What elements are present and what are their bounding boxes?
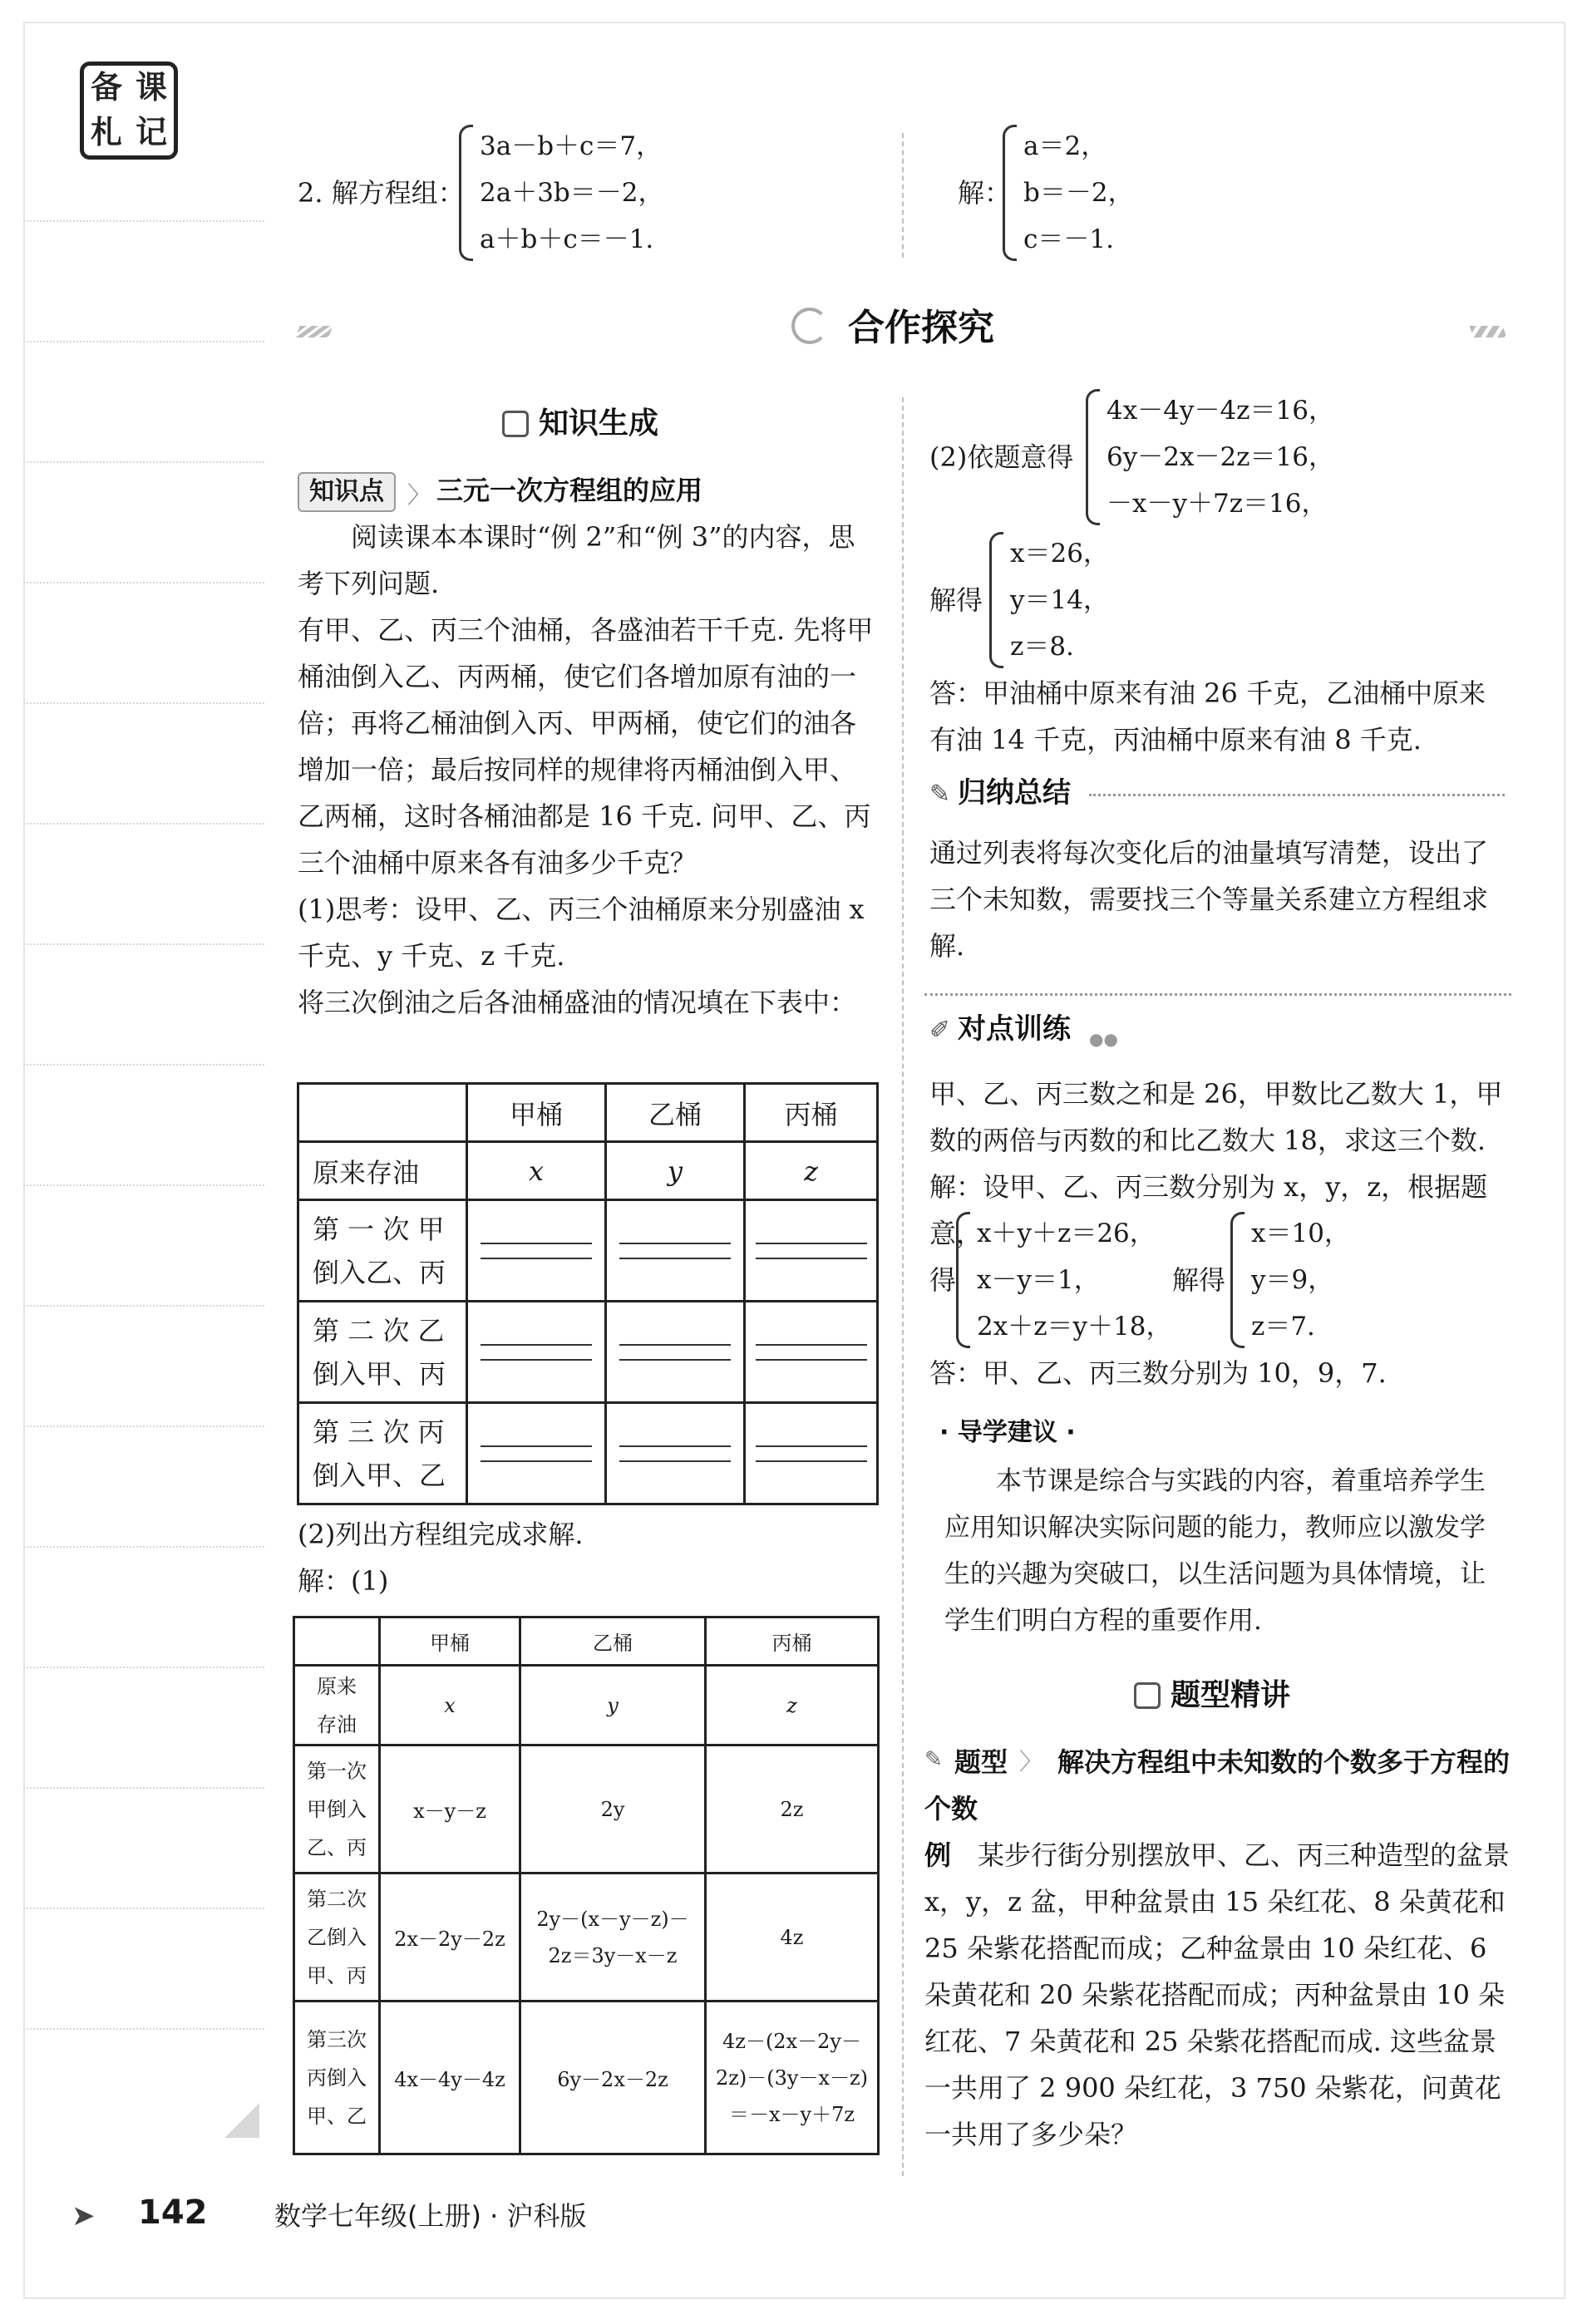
equation: x＝10，: [1251, 1219, 1350, 1248]
equation: 6y－2x－2z＝16，: [1107, 442, 1334, 472]
row-label-line: 第 三 次 丙: [313, 1416, 445, 1448]
title-decoration: [1469, 326, 1506, 337]
table-cell: 2z: [706, 1745, 879, 1873]
practice-answer: 答：甲、乙、丙三数分别为 10，9，7.: [929, 1357, 1387, 1389]
column-divider: [902, 397, 904, 2176]
row-label-line: 丙倒入: [307, 2066, 367, 2090]
solution-table: [293, 1616, 880, 2155]
type-subhead: 题型精讲: [1171, 1678, 1291, 1712]
fill-in-table: [297, 1082, 879, 1505]
page-number: 142: [138, 2194, 208, 2232]
edit-icon: ✐: [929, 1016, 951, 1045]
equation: y＝9，: [1251, 1265, 1334, 1295]
table-header: 乙桶: [606, 1084, 745, 1142]
dots-decoration: ●●: [1089, 1029, 1118, 1049]
practice-question: 甲、乙、丙三数之和是 26，甲数比乙数大 1，甲数的两倍与丙数的和比乙数大 18，求这三个数.: [929, 1078, 1503, 1156]
row-label-line: 第 二 次 乙: [313, 1314, 445, 1347]
fill-blank-cell[interactable]: [745, 1302, 878, 1403]
summary-head: 归纳总结: [958, 776, 1071, 810]
fill-blank-cell[interactable]: [606, 1200, 745, 1302]
table-cell: 6y－2x－2z: [520, 2001, 706, 2154]
table-cell: 2x－2y－2z: [380, 1873, 520, 2001]
table-cell: z: [745, 1142, 878, 1200]
summary-text: 通过列表将每次变化后的油量填写清楚，设出了三个未知数，需要找三个等量关系建立方程组求解.: [929, 837, 1489, 962]
table-cell: y: [520, 1666, 706, 1745]
row-label-line: 甲、乙: [307, 2104, 367, 2128]
knowledge-point-tag: 知识点: [298, 472, 396, 512]
equation: x＝26，: [1010, 539, 1109, 569]
table-cell: 4z: [706, 1873, 879, 2001]
row-label-line: 第二次: [307, 1887, 367, 1911]
equation: c＝－1.: [1023, 224, 1114, 254]
row-label: [294, 1873, 380, 2001]
table-header-corner: [298, 1084, 467, 1142]
guide-head: · 导学建议 ·: [939, 1418, 1076, 1447]
jie-label: 解得: [1172, 1264, 1226, 1296]
row-label-line: 乙倒入: [307, 1925, 367, 1949]
practice-answer-system: [1230, 1210, 1350, 1350]
summary-dotted-rule: [1089, 794, 1505, 796]
table-cell: z: [706, 1666, 879, 1745]
chevron-right-icon: 〉: [1019, 1748, 1043, 1775]
seal-char: 札: [90, 114, 122, 150]
column-divider: [902, 133, 904, 258]
corner-decoration: [224, 2103, 259, 2138]
row-label: 原来存油: [298, 1142, 467, 1200]
intro-paragraph: 阅读课本本课时“例 2”和“例 3”的内容，思考下列问题.: [298, 521, 855, 599]
table-header: 丙桶: [706, 1617, 879, 1666]
row-label-line: 存油: [317, 1712, 357, 1736]
section-title: 合作探究: [848, 307, 994, 349]
table-header: 乙桶: [520, 1617, 706, 1666]
solve-system: [989, 530, 1109, 670]
solution-label: 解：(1): [298, 1565, 389, 1597]
chevron-right-icon: 〉: [407, 481, 431, 509]
row-label-line: 乙、丙: [307, 1835, 367, 1859]
answer-paragraph: 答：甲油桶中原来有油 26 千克，乙油桶中原来有油 14 千克，丙油桶中原来有油 8 千克.: [929, 677, 1486, 756]
answer2-label: 解：: [958, 177, 1012, 209]
practice-system: [956, 1210, 1172, 1350]
row-label-line: 原来: [317, 1674, 357, 1698]
fill-blank-cell[interactable]: [745, 1403, 878, 1504]
table-header-corner: [294, 1617, 380, 1666]
problem-paragraph: 有甲、乙、丙三个油桶，各盛油若干千克. 先将甲桶油倒入乙、丙两桶，使它们各增加原有油的一倍；再将乙桶油倒入丙、甲两桶，使它们的油各增加一倍；最后按同样的规律将丙桶油倒入甲、乙两桶，这时各桶油都是 16 千克. 问甲、乙、丙三个油桶中原来各有油多少千克？: [298, 614, 874, 879]
part2-system: [1086, 387, 1334, 527]
practice-head: 对点训练: [958, 1012, 1071, 1046]
title-decoration: [295, 326, 333, 337]
notes-seal-logo: [80, 62, 178, 160]
equation: 2x＋z＝y＋18，: [977, 1312, 1172, 1342]
row-label: [294, 2001, 380, 2154]
problem2-label: 2. 解方程组：: [298, 177, 465, 209]
equation: b＝－2，: [1023, 178, 1134, 208]
row-label-line: 甲倒入: [307, 1797, 367, 1821]
answer2-system: [1003, 123, 1134, 263]
row-label-line: 第三次: [307, 2027, 367, 2051]
problem2-system: [459, 123, 664, 263]
table-cell: x: [467, 1142, 606, 1200]
document-icon: [1134, 1682, 1161, 1709]
part2-label: (2)依题意得: [929, 441, 1074, 473]
type-tag: 题型: [954, 1746, 1008, 1778]
fill-blank-cell[interactable]: [745, 1200, 878, 1302]
practice-solution: 解：设甲、乙、丙三数分别为 x，y，z，根据题意，: [929, 1171, 1488, 1249]
row-label: [298, 1403, 467, 1504]
equation: a＝2，: [1023, 131, 1107, 161]
row-label-line: 倒入甲、乙: [313, 1459, 446, 1491]
fill-blank-cell[interactable]: [606, 1302, 745, 1403]
equation: a＋b＋c＝－1.: [480, 224, 654, 254]
de-label: 得: [929, 1264, 957, 1296]
table-cell: x－y－z: [380, 1745, 520, 1873]
equation: y＝14，: [1010, 585, 1109, 615]
question-1-table-instruction: 将三次倒油之后各油桶盛油的情况填在下表中：: [298, 987, 857, 1018]
fill-blank-cell[interactable]: [467, 1403, 606, 1504]
row-label-line: 第一次: [307, 1759, 367, 1783]
table-cell: y: [606, 1142, 745, 1200]
table-cell: x: [380, 1666, 520, 1745]
document-icon: [502, 411, 529, 437]
seal-char: 课: [135, 69, 167, 106]
table-cell: 4z－(2x－2y－2z)－(3y－x－z)＝－x－y＋7z: [706, 2001, 879, 2154]
row-label-line: 甲、丙: [307, 1963, 367, 1987]
example-block: [924, 1832, 1511, 2158]
fill-blank-cell[interactable]: [467, 1200, 606, 1302]
solve-label: 解得: [929, 584, 983, 616]
equation: z＝7.: [1251, 1312, 1315, 1342]
equation: x＋y＋z＝26，: [977, 1219, 1156, 1248]
row-label-line: 倒入甲、丙: [313, 1357, 446, 1390]
row-label-line: 第 一 次 甲: [313, 1213, 445, 1245]
seal-char: 记: [135, 114, 167, 150]
pencil-icon: ✎: [924, 1747, 943, 1772]
row-label: [294, 1666, 380, 1745]
guide-text: 本节课是综合与实践的内容，着重培养学生应用知识解决实际问题的能力，教师应以激发学生的兴趣为突破口，以生活问题为具体情境，让学生们明白方程的重要作用.: [944, 1466, 1486, 1636]
knowledge-subhead: 知识生成: [539, 406, 659, 441]
type-title: 解决方程组中未知数的个数多于方程的个数: [924, 1746, 1511, 1824]
equation: 3a－b＋c＝7，: [480, 131, 663, 161]
book-title: 数学七年级(上册) · 沪科版: [274, 2200, 587, 2232]
table-header: 甲桶: [467, 1084, 606, 1142]
row-label: [298, 1200, 467, 1302]
fill-blank-cell[interactable]: [467, 1302, 606, 1403]
equation: z＝8.: [1010, 632, 1074, 662]
knowledge-point-title: 三元一次方程组的应用: [436, 475, 703, 506]
row-label: [294, 1745, 380, 1873]
equation: －x－y＋7z＝16，: [1107, 489, 1328, 519]
example-text: 某步行街分别摆放甲、乙、丙三种造型的盆景 x，y，z 盆，甲种盆景由 15 朵红花、8 朵黄花和 25 朵紫花搭配而成；乙种盆景由 10 朵红花、6 朵黄花和 20 朵紫花搭配而成；丙种盆景由 10 朵红花、7 朵黄花和 25 朵紫花搭配而成. 这些盆景一共用了 2 900 朵红花，3 750 朵紫花，问黄花一共用了多少朵？: [924, 1839, 1511, 2150]
table-cell: 4x－4y－4z: [380, 2001, 520, 2154]
seal-char: 备: [90, 69, 122, 106]
equation: 4x－4y－4z＝16，: [1107, 396, 1334, 426]
table-cell: 2y－(x－y－z)－2z＝3y－x－z: [520, 1873, 706, 2001]
question-1: (1)思考：设甲、乙、丙三个油桶原来分别盛油 x 千克、y 千克、z 千克.: [298, 894, 865, 972]
table-cell: 2y: [520, 1745, 706, 1873]
fill-blank-cell[interactable]: [606, 1403, 745, 1504]
row-label: [298, 1302, 467, 1403]
equation: 2a＋3b＝－2，: [480, 178, 664, 208]
pencil-icon: ✎: [929, 780, 951, 809]
equation: x－y＝1，: [977, 1265, 1100, 1295]
table-header: 丙桶: [745, 1084, 878, 1142]
example-label: 例: [924, 1839, 952, 1871]
row-label-line: 倒入乙、丙: [313, 1256, 446, 1288]
magnifier-icon: [791, 308, 828, 344]
footer-arrow-icon: ➤: [71, 2199, 96, 2233]
question-2: (2)列出方程组完成求解.: [298, 1519, 584, 1550]
table-header: 甲桶: [380, 1617, 520, 1666]
